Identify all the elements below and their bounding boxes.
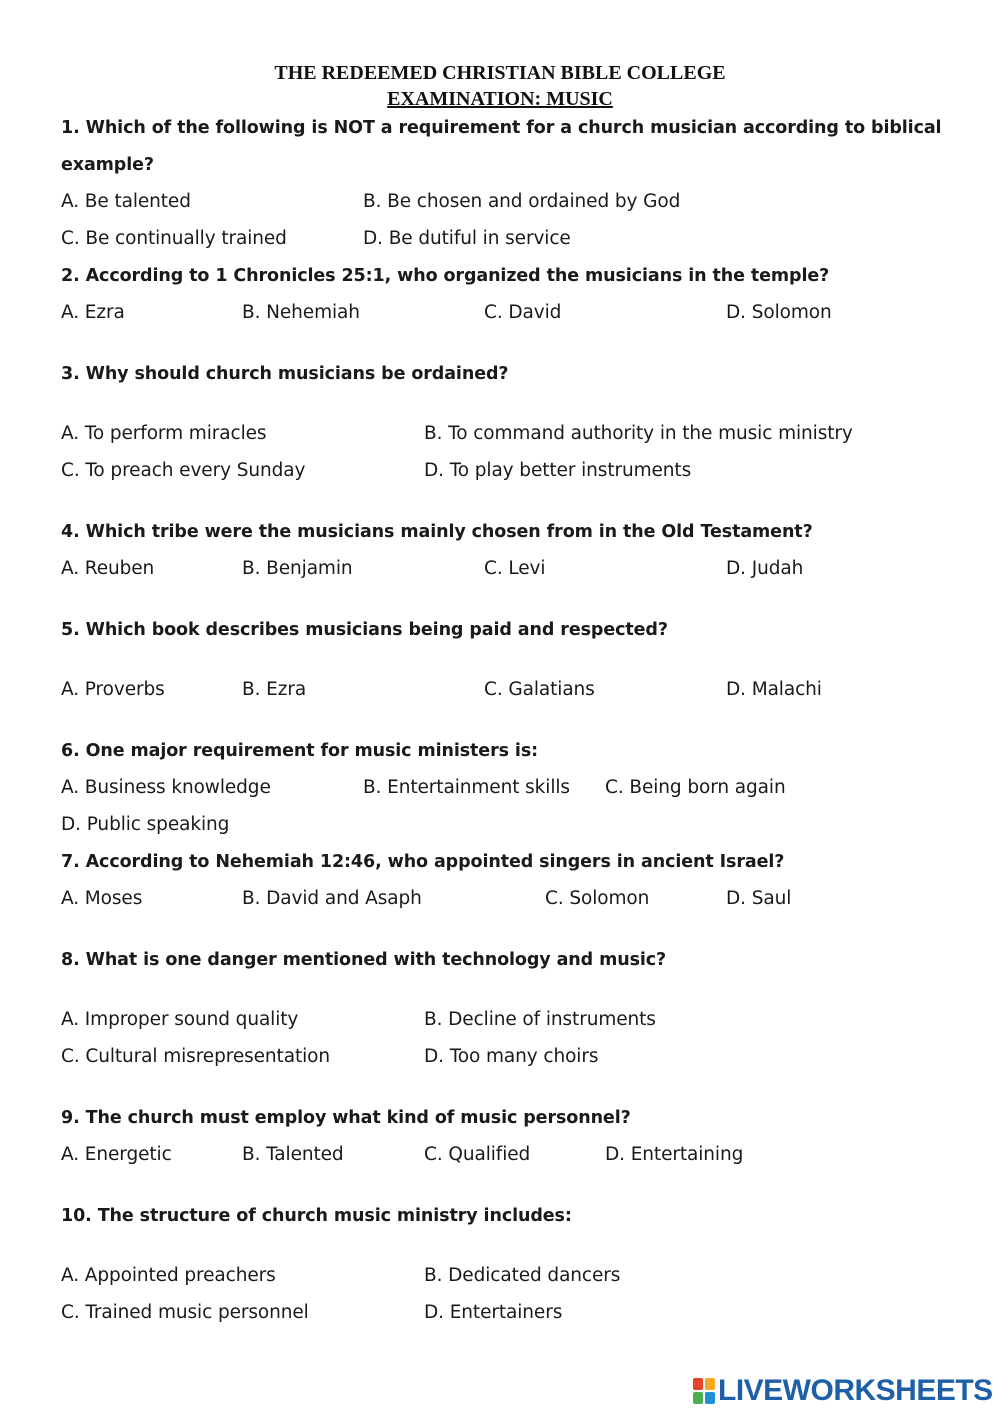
q4-option-a[interactable]: A. Reuben (61, 558, 155, 579)
question-8-text: 8. What is one danger mentioned with technology and music? (61, 950, 667, 970)
q3-option-c[interactable]: C. To preach every Sunday (61, 460, 306, 481)
q1-option-b[interactable]: B. Be chosen and ordained by God (363, 191, 681, 212)
q3-option-b[interactable]: B. To command authority in the music ministry (424, 423, 853, 444)
question-4-text: 4. Which tribe were the musicians mainly chosen from in the Old Testament? (61, 522, 813, 542)
q2-option-c[interactable]: C. David (484, 302, 562, 323)
q3-option-d[interactable]: D. To play better instruments (424, 460, 692, 481)
q1-option-d[interactable]: D. Be dutiful in service (363, 228, 571, 249)
q10-option-c[interactable]: C. Trained music personnel (61, 1302, 309, 1323)
logo-mark-icon (693, 1378, 715, 1404)
q7-option-c[interactable]: C. Solomon (545, 888, 650, 909)
q4-option-c[interactable]: C. Levi (484, 558, 546, 579)
question-2-text: 2. According to 1 Chronicles 25:1, who organized the musicians in the temple? (61, 266, 830, 286)
q2-option-b[interactable]: B. Nehemiah (242, 302, 360, 323)
q3-option-a[interactable]: A. To perform miracles (61, 423, 267, 444)
q4-option-d[interactable]: D. Judah (726, 558, 804, 579)
q9-option-b[interactable]: B. Talented (242, 1144, 344, 1165)
question-5-text: 5. Which book describes musicians being paid and respected? (61, 620, 668, 640)
q2-option-d[interactable]: D. Solomon (726, 302, 832, 323)
q8-option-c[interactable]: C. Cultural misrepresentation (61, 1046, 330, 1067)
question-6-text: 6. One major requirement for music ministers is: (61, 741, 539, 761)
q9-option-a[interactable]: A. Energetic (61, 1144, 172, 1165)
q5-option-d[interactable]: D. Malachi (726, 679, 822, 700)
logo-mark-tile (705, 1378, 715, 1390)
q7-option-a[interactable]: A. Moses (61, 888, 143, 909)
q9-option-d[interactable]: D. Entertaining (605, 1144, 744, 1165)
liveworksheets-logo (693, 1374, 993, 1408)
logo-mark-tile (693, 1378, 703, 1390)
q2-option-a[interactable]: A. Ezra (61, 302, 125, 323)
question-10-text: 10. The structure of church music ministry includes: (61, 1206, 572, 1226)
logo-mark-tile (705, 1392, 715, 1404)
q5-option-b[interactable]: B. Ezra (242, 679, 307, 700)
q10-option-a[interactable]: A. Appointed preachers (61, 1265, 276, 1286)
q6-option-b[interactable]: B. Entertainment skills (363, 777, 570, 798)
q9-option-c[interactable]: C. Qualified (424, 1144, 531, 1165)
q6-option-d[interactable]: D. Public speaking (61, 814, 230, 835)
exam-title: EXAMINATION: MUSIC (387, 88, 613, 110)
question-3-text: 3. Why should church musicians be ordained? (61, 364, 509, 384)
q8-option-a[interactable]: A. Improper sound quality (61, 1009, 299, 1030)
q8-option-d[interactable]: D. Too many choirs (424, 1046, 599, 1067)
q7-option-d[interactable]: D. Saul (726, 888, 792, 909)
q6-option-a[interactable]: A. Business knowledge (61, 777, 271, 798)
q7-option-b[interactable]: B. David and Asaph (242, 888, 422, 909)
q5-option-c[interactable]: C. Galatians (484, 679, 595, 700)
q6-option-c[interactable]: C. Being born again (605, 777, 786, 798)
q10-option-d[interactable]: D. Entertainers (424, 1302, 563, 1323)
logo-text: LIVEWORKSHEETS (718, 1374, 993, 1407)
q8-option-b[interactable]: B. Decline of instruments (424, 1009, 656, 1030)
question-7-text: 7. According to Nehemiah 12:46, who appointed singers in ancient Israel? (61, 852, 785, 872)
q1-option-a[interactable]: A. Be talented (61, 191, 191, 212)
question-9-text: 9. The church must employ what kind of music personnel? (61, 1108, 631, 1128)
question-1-text-cont: example? (61, 155, 154, 175)
college-title: THE REDEEMED CHRISTIAN BIBLE COLLEGE (274, 62, 726, 84)
q4-option-b[interactable]: B. Benjamin (242, 558, 353, 579)
question-1-text: 1. Which of the following is NOT a requirement for a church musician according to biblical (61, 118, 942, 138)
q1-option-c[interactable]: C. Be continually trained (61, 228, 287, 249)
logo-mark-tile (693, 1392, 703, 1404)
q10-option-b[interactable]: B. Dedicated dancers (424, 1265, 621, 1286)
q5-option-a[interactable]: A. Proverbs (61, 679, 165, 700)
